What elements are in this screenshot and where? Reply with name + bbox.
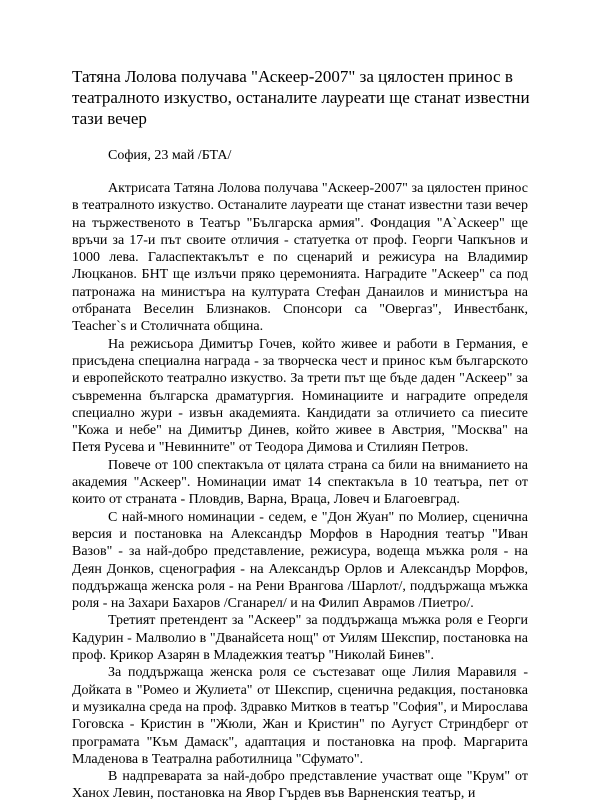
article-paragraph: Повече от 100 спектакъла от цялата страна са били на вниманието на академия "Аскеер". Номинации имат 14 спектакъла в 10 театъра, пет от които от страната - Пловдив, Варна, Враца, Ловеч и Благоевград. xyxy=(72,457,528,508)
article-paragraph: Актрисата Татяна Лолова получава "Аскеер-2007" за цялостен принос в театралното изкуство. Останалите лауреати ще станат известни тази вечер на тържественото в Театър "Българска армия". Фондация "А`Аскеер" ще връчи за 17-и път своите отличия - статуетка от проф. Георги Чапкънов и 1000 лева. Галаспектакълът е по сценарий и режисура на Владимир Люцканов. БНТ ще излъчи пряко церемонията. Наградите "Аскеер" са под патронажа на министъра на културата Стефан Данаилов и министъра на отбраната Веселин Близнаков. Спонсори са "Овергаз", Инвестбанк, Teacher`s и Столичната община. xyxy=(72,181,528,335)
article-paragraph: С най-много номинации - седем, е "Дон Жуан" по Молиер, сценична версия и постановка на Александър Морфов в Народния театър "Иван Вазов" - за най-добро представление, режисура, водеща мъжка роля - на Деян Донков, сценография - на Александър Орлов и Александър Морфов, поддържаща женска роля - на Рени Врангова /Шарлот/, поддържаща мъжка роля - на Захари Бахаров /Сганарел/ и на Филип Аврамов /Пиетро/. xyxy=(72,509,528,612)
article-paragraph: В надпреварата за най-добро представление участват още "Крум" от Ханох Левин, постановка на Явор Гърдев във Варненския театър, и xyxy=(72,769,528,802)
article-paragraph: На режисьора Димитър Гочев, който живее и работи в Германия, е присъдена специална награда - за творческа чест и принос към българското и европейското театрално изкуство. За трети път ще бъде даден "Аскеер" за съвременна българска драматургия. Номинациите и наградите определя специално жури - извън академията. Кандидати за отличието са пиесите "Кожа и небе" на Димитър Динев, който живее в Австрия, "Москва" на Петя Русева и "Невинните" от Теодора Димова и Стилиян Петров. xyxy=(72,336,528,456)
article-headline: Татяна Лолова получава "Аскеер-2007" за цялостен принос в театралното изкуство, останалите лауреати ще станат известни тази вечер xyxy=(72,67,530,128)
article-paragraph: Третият претендент за "Аскеер" за поддържаща мъжка роля е Георги Кадурин - Малволио в "Дванайсета нощ" от Уилям Шекспир, постановка на проф. Крикор Азарян в Младежкия театър "Николай Бинев". xyxy=(72,613,528,664)
article-paragraph: За поддържаща женска роля се състезават още Лилия Маравиля - Дойката в "Ромео и Жулиета" от Шекспир, сценична редакция, постановка и музикална среда на проф. Здравко Митков в театър "София", и Мирослава Гоговска - Кристин в "Жюли, Жан и Кристин" по Аугуст Стриндберг от програмата "Към Дамаск", адаптация и постановка на проф. Маргарита Младенова в Театрална работилница "Сфумато". xyxy=(72,665,528,767)
article-dateline: София, 23 май /БТА/ xyxy=(108,148,232,163)
article-body xyxy=(72,180,528,803)
